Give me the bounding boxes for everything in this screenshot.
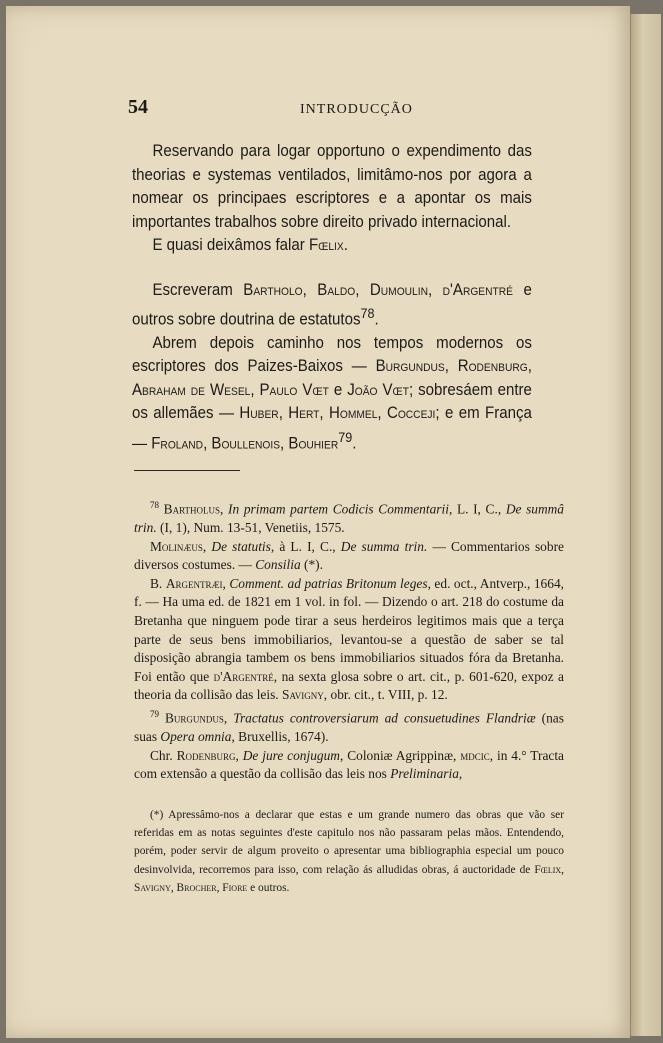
author-name: João Vœt — [347, 380, 409, 399]
footnotes — [134, 496, 564, 784]
author-names: Froland, Boullenois, Bouhier — [151, 434, 339, 453]
asterisk-footnote: (*) Apressâmo-nos a declarar que estas e um grande numero das obras que vão ser referidas em as notas seguintes d'este capitulo nos não passaram pelas mãos. Entendendo, porém, poder servir de algum proveito o apresentar uma bibliographia especial um pouco desinvolvida, recorremos para isso, com relação ás alludidas obras, á auctoridade de Fœlix, Savigny, Brocher, Fiore e outros. — [134, 809, 564, 894]
footnote-rule — [134, 470, 240, 471]
book-page-edge — [630, 14, 661, 1036]
footnote-ref-79: 79 — [338, 429, 353, 445]
author-name: Fœlix — [308, 236, 344, 254]
footnote-molinaeus: Molinæus, De statutis, à L. I, C., De summa trin. — Commentarios sobre diversos costumes. — Consilia (*). — [134, 538, 564, 573]
footnote-rodenburg: Chr. Rodenburg, De jure conjugum, Coloniæ Agrippinæ, mdcic, in 4.° Tracta com extensão a questão da collisão das leis nos Preliminaria, — [134, 747, 565, 782]
running-title: INTRODUCÇÃO — [300, 102, 413, 117]
author-names: Burgundus, Rodenburg, Abraham de Wesel, Paulo Vœt — [132, 357, 532, 399]
footnote-79: $^{79}$ Burgundus, Tractatus controversiarum ad consuetudines Flandriæ (nas suas Opera omnia, Bruxellis, 1674). — [134, 709, 564, 745]
paragraph-2: E quasi deixâmos falar Fœlix. — [152, 236, 348, 254]
paragraph-4: Abrem depois caminho nos tempos modernos os escriptores dos Paizes-Baixos — Burgundus, Rodenburg, Abraham de Wesel, Paulo Vœt e João Vœt; sobresáem entre os allemães — Huber, Hert, Hommel, Cocceji; e em França — Froland, Boullenois, Bouhier$^{79}$. — [132, 333, 532, 453]
footnote-ref-78: 78 — [360, 306, 375, 321]
author-names: Bartholo, Baldo, Dumoulin, d'Argentré — [243, 280, 513, 299]
main-text — [132, 140, 532, 456]
paragraph-1: Reservando para logar opportuno o expendimento das theorias e systemas ventilados, limitâmo-nos por agora a nomear os principaes escriptores e a apontar os mais importantes trabalhos sobre direito privado internacional. — [132, 142, 532, 231]
footnote-argentraei: B. Argentræi, Comment. ad patrias Britonum leges, ed. oct., Antverp., 1664, f. — Ha uma ed. de 1821 em 1 vol. in fol. — Dizendo o art. 218 do costume da Bretanha que ninguem pode tirar a seus herdeiros legitimos mais que a terça parte de seus bens immobiliarios, levantou-se a questão de saber se tal disposição abrangia tambem os bens immobiliarios situados fóra da Bretanha. Foi então que d'Argentré, na sexta glosa sobre o art. cit., p. 601-620, expoz a theoria da collisão das leis. Savigny, obr. cit., t. VIII, p. 12. — [134, 575, 564, 703]
page-header — [128, 96, 568, 122]
author-names: Huber, Hert, Hommel, Cocceji — [239, 404, 436, 423]
footnote-78: $^{78}$ Bartholus, In primam partem Codicis Commentarii, L. I, C., De summâ trin. (I, 1), Num. 13-51, Venetiis, 1575. — [134, 500, 565, 536]
page-number: 54 — [128, 96, 148, 118]
paragraph-3: Escreveram Bartholo, Baldo, Dumoulin, d'Argentré e outros sobre doutrina de estatutos$^{78}$. — [132, 280, 532, 329]
